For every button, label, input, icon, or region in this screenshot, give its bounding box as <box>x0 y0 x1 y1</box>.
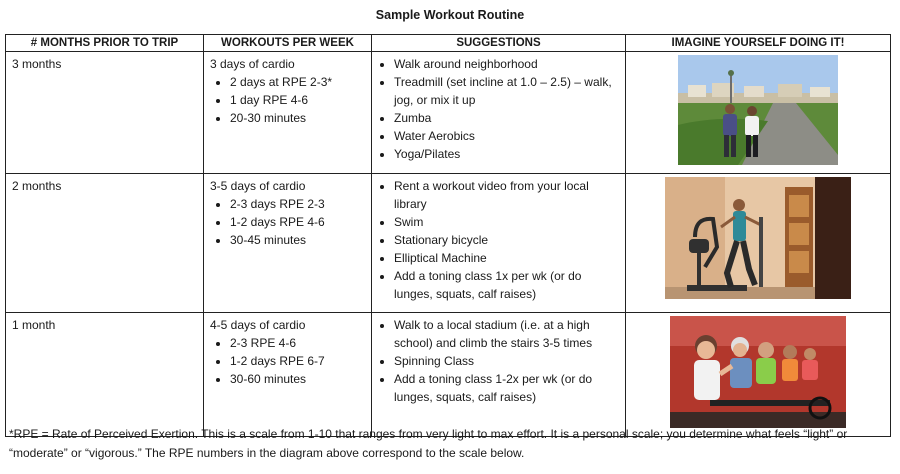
document-title: Sample Workout Routine <box>375 8 525 22</box>
header-workouts: WORKOUTS PER WEEK <box>204 35 372 52</box>
list-item: • Rent a workout video from your local library <box>394 177 619 213</box>
header-months: # MONTHS PRIOR TO TRIP <box>6 35 204 52</box>
list-item: • 30-60 minutes <box>230 370 365 388</box>
list-item: • Treadmill (set incline at 1.0 – 2.5) – walk, jog, or mix it up <box>394 73 619 109</box>
workouts-cell <box>204 52 372 174</box>
header-imagine: IMAGINE YOURSELF DOING IT! <box>626 35 891 52</box>
months-cell: 3 months <box>6 52 204 174</box>
list-item: • Walk to a local stadium (i.e. at a high school) and climb the stairs 3-5 times <box>394 316 619 352</box>
table-row <box>6 313 891 437</box>
suggestions-cell <box>372 174 626 313</box>
list-item: • Swim <box>394 213 619 231</box>
table-row <box>6 174 891 313</box>
list-item: • Elliptical Machine <box>394 249 619 267</box>
list-item: • Add a toning class 1-2x per wk (or do lunges, squats, calf raises) <box>394 370 619 406</box>
suggestions-cell <box>372 52 626 174</box>
workouts-heading: 3-5 days of cardio <box>210 179 306 193</box>
list-item: • Water Aerobics <box>394 127 619 145</box>
spinning-class-photo <box>670 316 846 428</box>
workouts-heading: 4-5 days of cardio <box>210 318 306 332</box>
workout-table <box>5 34 891 437</box>
list-item: • Yoga/Pilates <box>394 145 619 163</box>
workouts-cell <box>204 313 372 437</box>
workouts-list <box>210 195 365 249</box>
workouts-list <box>210 334 365 388</box>
list-item: • 30-45 minutes <box>230 231 365 249</box>
months-cell: 1 month <box>6 313 204 437</box>
workouts-cell <box>204 174 372 313</box>
list-item: • 20-30 minutes <box>230 109 365 127</box>
list-item: • Walk around neighborhood <box>394 55 619 73</box>
list-item: • 1-2 days RPE 6-7 <box>230 352 365 370</box>
image-cell <box>626 52 891 174</box>
table-row <box>6 52 891 174</box>
list-item: • 1-2 days RPE 4-6 <box>230 213 365 231</box>
suggestions-list <box>378 55 619 163</box>
walking-photo <box>678 55 838 165</box>
list-item: • 2-3 RPE 4-6 <box>230 334 365 352</box>
list-item: • 2 days at RPE 2-3* <box>230 73 365 91</box>
list-item: • Spinning Class <box>394 352 619 370</box>
workouts-heading: 3 days of cardio <box>210 57 295 71</box>
list-item: • 1 day RPE 4-6 <box>230 91 365 109</box>
list-item: • Stationary bicycle <box>394 231 619 249</box>
list-item: • 2-3 days RPE 2-3 <box>230 195 365 213</box>
list-item: • Zumba <box>394 109 619 127</box>
workouts-list <box>210 73 365 127</box>
months-cell: 2 months <box>6 174 204 313</box>
list-item: • Add a toning class 1x per wk (or do lunges, squats, calf raises) <box>394 267 619 303</box>
suggestions-list <box>378 316 619 406</box>
image-cell <box>626 174 891 313</box>
elliptical-photo <box>665 177 851 299</box>
image-cell <box>626 313 891 437</box>
header-suggestions: SUGGESTIONS <box>372 35 626 52</box>
suggestions-list <box>378 177 619 303</box>
table-header-row <box>6 35 891 52</box>
suggestions-cell <box>372 313 626 437</box>
rpe-footnote: *RPE = Rate of Perceived Exertion. This is a scale from 1-10 that ranges from very light to max effort. It is a personal scale; you determine what feels “light” or “moderate” or “vigorous.” The RPE numbers in the diagram above correspond to the scale below. <box>9 427 848 460</box>
